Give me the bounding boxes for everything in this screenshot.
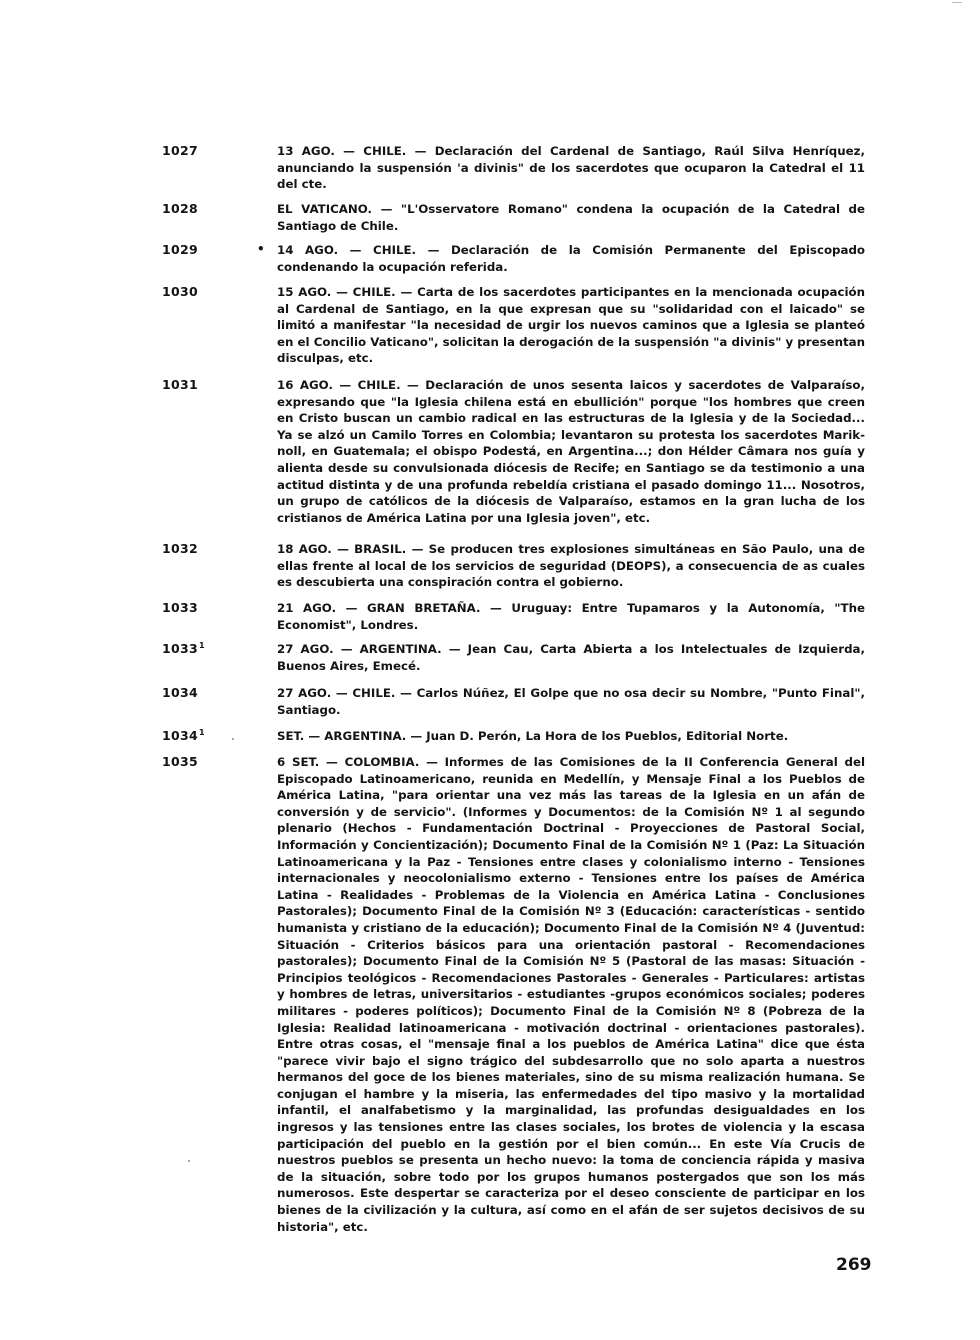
entry-number: 1035 [162, 754, 198, 769]
corner-mark [952, 2, 962, 3]
bullet-mark: • [257, 242, 265, 256]
entry-number: 1027 [162, 143, 198, 158]
entry-text: 15 AGO. — CHILE. — Carta de los sacerdotes participantes en la mencionada ocupación al Cardenal de Santiago, en la que expresan que su "solidaridad con el laicado" se limitó a manifestar "la necesidad de urgir los nuevos caminos que a Iglesia se planteó en el Concilio Vaticano", solicitan la derogación de la suspensión "a divinis" y presentan disculpas, etc. [277, 285, 865, 366]
entry-text: 18 AGO. — BRASIL. — Se producen tres explosiones simultáneas en São Paulo, una de ellas frente al local de los servicios de seguridad (DEOPS), a consecuencia de as cuales es descubierta una conspiración contra el gobierno. [277, 542, 865, 590]
entry-number: 1031 [162, 377, 198, 392]
entry-number: 1034$^1$ [162, 728, 205, 743]
entry-number-sup: 1 [199, 641, 205, 650]
entry-number: 1034 [162, 685, 198, 700]
entry-number: 1032 [162, 541, 198, 556]
entry-text: 27 AGO. — CHILE. — Carlos Núñez, El Golpe que no osa decir su Nombre, "Punto Final", Santiago. [277, 686, 865, 717]
entry-text: 6 SET. — COLOMBIA. — Informes de las Comisiones de la II Conferencia General del Episcopado Latinoamericano, reunida en Medellín, y Mensaje Final a los Pueblos de América Latina, "para orientar una vez más las tareas de la Iglesia en un afán de conversión y de servicio". (Informes y Documentos: de la Comisión Nº 1 al segundo plenario (Hechos - Fundamentación Doctrinal - Proyecciones de Pastoral Social, Información y Concientización); Documento Final de la Comisión Nº 1 (Paz: La Situación Latinoamericana y la Paz - Tensiones entre clases y colonialismo interno - Tensiones internacionales y neocolonialismo externo - Tensiones entre los países de América Latina - Realidades - Problemas de la Violencia en América Latina - Conclusiones Pastorales); Documento Final de la Comisión Nº 3 (Educación: características - sentido humanista y cristiano de la educación); Documento Final de la Comisión Nº 4 (Juventud: Situación - Criterios básicos para una orientación pastoral - Recomendaciones pastorales); Documento Final de la Comisión Nº 5 (Pastoral de las masas: Situación - Principios teológicos - Recomendaciones Pastorales - Generales - Particulares: artistas y hombres de letras, universitarios - estudiantes -grupos económicos sociales; poderes militares - poderes políticos); Documento Final de la Comisión Nº 8 (Pobreza de la Iglesia: Realidad latinoamericana - motivación doctrinal - orientaciones pastorales). Entre otras cosas, el "mensaje final a los pueblos de América Latina" dice que ésta "parece vivir bajo el signo trágico del subdesarrollo que no solo aparta a nuestros hermanos del goce de los bienes materiales, sino de su misma realización humana. Se conjugan el hambre y la miseria, las enfermedades del tipo masivo y la mortalidad infantil, el analfabetismo y la marginalidad, las profundas desigualdades en los ingresos y las tensiones entre las clases sociales, los brotes de violencia y la escasa participación del pueblo en la gestión por el bien común... En este Vía Crucis de nuestros pueblos se presenta un hecho nuevo: la toma de conciencia rápida y masiva de la situación, sobre todo por los grupos humanos postergados que son los más numerosos. Este despertar se caracteriza por el deseo consciente de participar en los bienes de la civilización y la cultura, así como en el afán de ser sujetos decisivos de su historia", etc. [277, 755, 865, 1234]
entry-number: 1033$^1$ [162, 641, 205, 656]
entry-number: 1033 [162, 600, 198, 615]
entry-text: 14 AGO. — CHILE. — Declaración de la Comisión Permanente del Episcopado condenando la ocupación referida. [277, 243, 865, 274]
entry-text: 16 AGO. — CHILE. — Declaración de unos sesenta laicos y sacerdotes de Valparaíso, expresando que "la Iglesia chilena está en ebullición" porque "los hombres que creen en Cristo buscan un cambio radical en las estructuras de la Iglesia y de la Sociedad... Ya se alzó un Camilo Torres en Colombia; levantaron su protesta los sacerdotes Marik-noll, en Guatemala; el obispo Podestá, en Argentina...; don Hélder Câmara nos guía y alienta desde su convulsionada diócesis de Recife; en Santiago se da testimonio a una actitud distinta y de una profunda rebeldía cristiana el pasado domingo 11... Nosotros, un grupo de católicos de la diócesis de Valparaíso, estamos en la gran lucha de los cristianos de América Latina por una Iglesia joven", etc. [277, 378, 865, 525]
entry-text: 21 AGO. — GRAN BRETAÑA. — Uruguay: Entre Tupamaros y la Autonomía, "The Economist", Londres. [277, 601, 865, 632]
entry-number: 1029 [162, 242, 198, 257]
entry-number: 1030 [162, 284, 198, 299]
entry-number: 1028 [162, 201, 198, 216]
scan-speck [188, 1160, 190, 1162]
page-number: 269 [836, 1255, 872, 1275]
entry-text: 27 AGO. — ARGENTINA. — Jean Cau, Carta Abierta a los Intelectuales de Izquierda, Buenos Aires, Emecé. [277, 642, 865, 673]
entry-text: 13 AGO. — CHILE. — Declaración del Cardenal de Santiago, Raúl Silva Henríquez, anunciando la suspensión 'a divinis" de los sacerdotes que ocuparon la Catedral el 11 del cte. [277, 144, 865, 192]
scan-speck [232, 738, 234, 740]
entry-number-sup: 1 [199, 728, 205, 737]
entry-text: SET. — ARGENTINA. — Juan D. Perón, La Hora de los Pueblos, Editorial Norte. [277, 729, 789, 743]
entry-text: EL VATICANO. — "L'Osservatore Romano" condena la ocupación de la Catedral de Santiago de Chile. [277, 202, 865, 233]
